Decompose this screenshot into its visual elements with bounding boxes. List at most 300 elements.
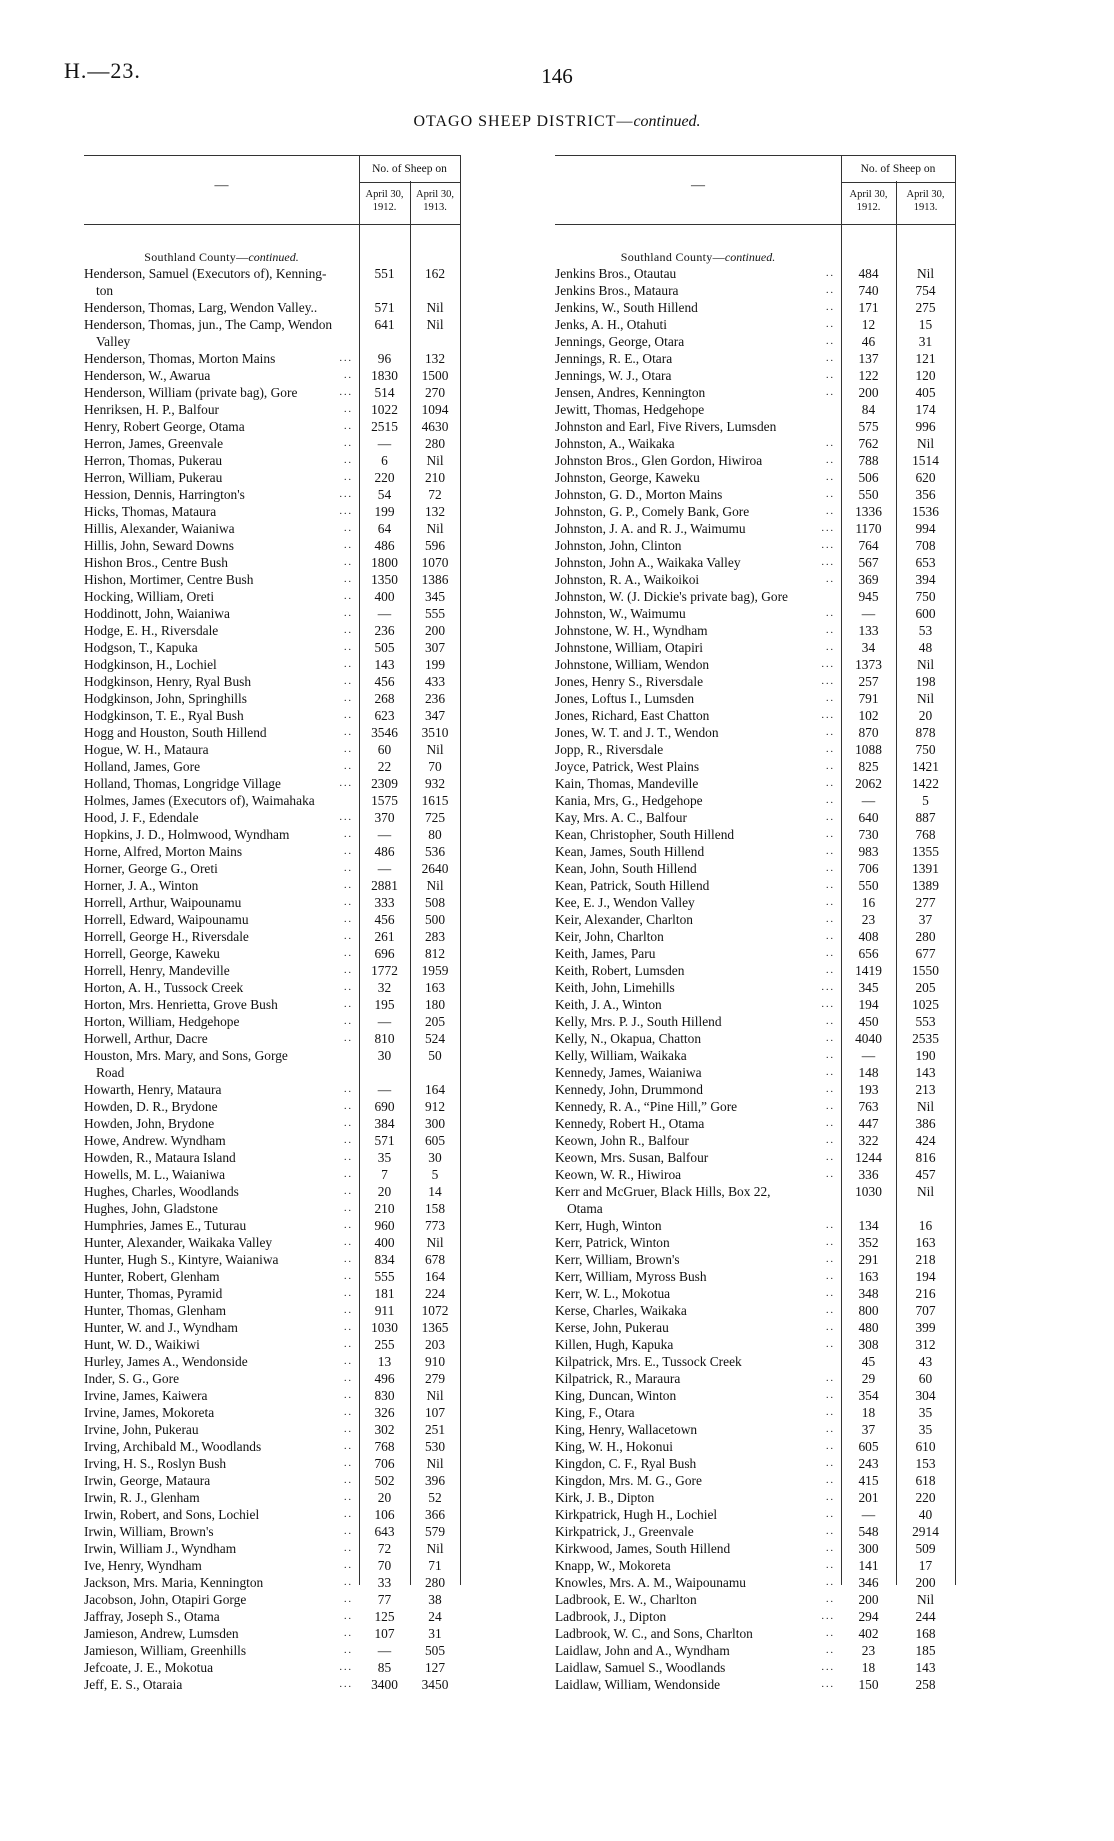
owner-name: Keown, W. R., Hiwiroa [555,1167,682,1182]
owner-name: Inder, S. G., Gore [84,1371,180,1386]
sheep-1912: 369 [858,572,879,587]
leader-dots: .. [344,693,353,704]
sheep-1913: Nil [426,1541,444,1556]
sheep-1913: 509 [915,1541,936,1556]
sheep-1912: 45 [861,1354,876,1369]
sheep-1912: 193 [858,1082,879,1097]
sheep-1913: 725 [424,810,446,825]
owner-name: Ive, Henry, Wyndham [84,1558,202,1573]
sheep-1912: 1830 [371,368,398,383]
sheep-1912: 447 [858,1116,879,1131]
owner-name: Ladbrook, W. C., and Sons, Charlton [555,1626,753,1641]
leader-dots: .. [344,1220,353,1231]
leader-dots: .. [826,506,835,517]
owner-name: Johnston, John, Clinton [555,538,682,553]
table-row [555,1183,955,1217]
county-continued: continued. [724,250,776,264]
leader-dots: .. [826,965,835,976]
table-row [84,520,460,537]
owner-name: Kennedy, James, Waianiwa [555,1065,702,1080]
owner-name: Kerr, Hugh, Winton [555,1218,662,1233]
leader-dots: .. [344,1288,353,1299]
owner-name: Irvine, John, Pukerau [84,1422,199,1437]
table-row [84,639,460,656]
leader-dots: ... [339,353,353,364]
leader-dots: .. [344,1458,353,1469]
sheep-1912: 762 [858,436,879,451]
sheep-1913: 35 [918,1422,933,1437]
sheep-1913: 3450 [421,1677,449,1692]
table-row [555,554,955,571]
leader-dots: .. [826,1152,835,1163]
sheep-1912: 505 [374,640,395,655]
sheep-1912: 1336 [855,504,882,519]
sheep-1912: 60 [377,742,392,757]
leader-dots: .. [826,370,835,381]
sheep-1913: 15 [918,317,933,332]
table-row [84,894,460,911]
sheep-1913: 210 [424,470,446,485]
owner-name: Johnston and Earl, Five Rivers, Lumsden [555,419,777,434]
column-rule [410,181,411,1585]
sheep-1912: 400 [374,1235,395,1250]
leader-dots: ... [821,557,835,568]
table-row [555,367,955,384]
sheep-1913: 60 [918,1371,933,1386]
owner-name: Jenkins, W., South Hillend [555,300,698,315]
table-row [84,1115,460,1132]
leader-dots: .. [344,370,353,381]
leader-dots: .. [344,829,353,840]
sheep-1913: 270 [424,385,446,400]
table-header [84,155,460,225]
owner-name: Kelly, William, Waikaka [555,1048,687,1063]
leader-dots: .. [344,982,353,993]
owner-name: Jennings, R. E., Otara [555,351,673,366]
table-row [84,1421,460,1438]
sheep-1913: 43 [918,1354,933,1369]
sheep-1913: 35 [918,1405,933,1420]
leader-dots: .. [344,557,353,568]
table-row [555,1642,955,1659]
sheep-1912: 4040 [855,1031,882,1046]
sheep-1912: 1088 [855,742,882,757]
leader-dots: .. [344,880,353,891]
leader-dots: .. [826,625,835,636]
sheep-1912: 408 [858,929,879,944]
leader-dots: .. [826,931,835,942]
sheep-1912: 696 [374,946,395,961]
owner-name: Houston, Mrs. Mary, and Sons, Gorge [84,1048,288,1063]
sheep-1912: 1170 [855,521,882,536]
table-row [555,826,955,843]
leader-dots: .. [344,744,353,755]
sheep-1912: 210 [374,1201,395,1216]
sheep-1912: 486 [374,538,395,553]
owner-name: Hodgkinson, T. E., Ryal Bush [84,708,244,723]
sheep-1912: 18 [861,1405,876,1420]
table-row [84,1166,460,1183]
table-row [555,1336,955,1353]
leader-dots: ... [821,982,835,993]
table-row [84,537,460,554]
table-row [555,452,955,469]
table-row [84,1506,460,1523]
owner-name: Horrell, George, Kaweku [84,946,220,961]
owner-name: Kirkpatrick, J., Greenvale [555,1524,694,1539]
sheep-1912: 77 [377,1592,392,1607]
leader-dots: .. [826,1645,835,1656]
page-number: 146 [541,64,573,88]
leader-dots: .. [344,1577,353,1588]
leader-dots: .. [826,1475,835,1486]
owner-name: Henderson, Samuel (Executors of), Kenning- [84,266,327,281]
table-row [555,537,955,554]
sheep-1912: 1244 [855,1150,882,1165]
table-row [555,1064,955,1081]
leader-dots: .. [826,268,835,279]
table-row [84,1285,460,1302]
table-row [84,826,460,843]
sheep-1912: 384 [374,1116,395,1131]
sheep-1912: 32 [377,980,392,995]
leader-dots: .. [344,523,353,534]
sheep-1912: 64 [377,521,392,536]
leader-dots: .. [344,1390,353,1401]
sheep-1913: 158 [424,1201,446,1216]
table-row [555,1013,955,1030]
sheep-1913: 31 [918,334,933,349]
leader-dots: .. [826,1271,835,1282]
sheep-1912: 834 [374,1252,395,1267]
table-row [555,1149,955,1166]
sheep-1912: 30 [377,1048,392,1063]
sheep-1913: Nil [426,453,444,468]
sheep-1912: 163 [858,1269,879,1284]
table-row [84,945,460,962]
owner-name: Irving, H. S., Roslyn Bush [84,1456,227,1471]
owner-name: Henderson, Thomas, Larg, Wendon Valley.. [84,300,318,315]
table-row [84,860,460,877]
owner-name: Hogue, W. H., Mataura [84,742,209,757]
owner-name: Irwin, Robert, and Sons, Lochiel [84,1507,260,1522]
leader-dots: ... [821,540,835,551]
sheep-1912: 348 [858,1286,879,1301]
table-row [84,1013,460,1030]
column-rule [460,155,461,1585]
leader-dots: .. [344,1016,353,1027]
table-row [555,350,955,367]
owner-name: Hogg and Houston, South Hillend [84,725,267,740]
table-row [84,486,460,503]
owner-name: Knowles, Mrs. A. M., Waipounamu [555,1575,746,1590]
sheep-1913: 280 [424,436,446,451]
county-name: Southland County— [144,250,249,264]
sheep-1913: 394 [915,572,936,587]
leader-dots: .. [344,574,353,585]
table-row [84,1523,460,1540]
sheep-1912: 555 [374,1269,395,1284]
sheep-1913: 279 [424,1371,446,1386]
sheep-1912: 571 [374,300,395,315]
table-row [84,299,460,316]
owner-name: Henry, Robert George, Otama [84,419,245,434]
leader-dots: ... [339,387,353,398]
table-row [555,1489,955,1506]
sheep-1913: 1070 [421,555,449,570]
table-row [84,554,460,571]
table-row [84,588,460,605]
leader-dots: .. [344,1645,353,1656]
leader-dots: .. [826,336,835,347]
owner-name: Kelly, Mrs. P. J., South Hillend [555,1014,722,1029]
owner-name: Henriksen, H. P., Balfour [84,402,220,417]
sheep-1913: 80 [428,827,442,842]
sheep-1913: Nil [916,1184,935,1199]
sheep-1912: 200 [858,385,879,400]
owner-name: Horwell, Arthur, Dacre [84,1031,208,1046]
table-row [555,1302,955,1319]
sheep-1913: 162 [424,266,446,281]
sheep-1913: Nil [426,1456,444,1471]
table-row [84,1404,460,1421]
table-row [84,1557,460,1574]
sheep-1912: 456 [374,912,395,927]
sheep-1913: 1391 [912,861,939,876]
sheep-1913: 536 [424,844,446,859]
sheep-1912: 945 [858,589,879,604]
leader-dots: .. [826,1526,835,1537]
owner-name: Keown, John R., Balfour [555,1133,689,1148]
owner-name: Johnston Bros., Glen Gordon, Hiwiroa [555,453,763,468]
sheep-1913: 164 [424,1269,446,1284]
sheep-1912: — [861,606,876,621]
leader-dots: .. [826,1577,835,1588]
sheep-1912: 20 [377,1184,392,1199]
leader-dots: .. [826,1424,835,1435]
sheep-1913: 2640 [421,861,449,876]
owner-name: Jennings, W. J., Otara [555,368,672,383]
table-row [84,1268,460,1285]
owner-name: Hughes, Charles, Woodlands [84,1184,239,1199]
owner-name: Jamieson, Andrew, Lumsden [84,1626,239,1641]
page-title-main: OTAGO SHEEP DISTRICT— [413,113,634,130]
table-row [555,928,955,945]
table-row [555,588,955,605]
owner-name: Kirkwood, James, South Hillend [555,1541,731,1556]
header-dash: — [691,178,705,193]
table-row [84,469,460,486]
table-row [84,1370,460,1387]
sheep-1912: 830 [374,1388,395,1403]
sheep-1913: 555 [424,606,446,621]
owner-name: Jones, Henry S., Riversdale [555,674,704,689]
leader-dots: .. [344,1339,353,1350]
table-row [555,673,955,690]
owner-name: Johnston, W. (J. Dickie's private bag), Gore [555,589,788,604]
owner-name: King, F., Otara [555,1405,635,1420]
sheep-1912: 740 [858,283,879,298]
table-row [555,1625,955,1642]
sheep-1913: 708 [915,538,936,553]
table-row [555,1557,955,1574]
owner-name: Hillis, John, Seward Downs [84,538,234,553]
sheep-1912: 1419 [855,963,882,978]
header-sheep-count: No. of Sheep on [359,156,460,183]
table-row [84,1625,460,1642]
sheep-1913: 1550 [912,963,939,978]
owner-name: Jeff, E. S., Otaraia [84,1677,183,1692]
leader-dots: .. [344,999,353,1010]
owner-name: Keith, James, Paru [555,946,656,961]
table-row [555,333,955,350]
table-row [555,1591,955,1608]
sheep-1913: 457 [915,1167,936,1182]
sheep-1913: 143 [915,1660,936,1675]
sheep-1913: 70 [428,759,442,774]
leader-dots: ... [339,1662,353,1673]
sheep-1913: 218 [915,1252,936,1267]
sheep-1913: 2914 [912,1524,939,1539]
table-row [555,469,955,486]
leader-dots: .. [826,285,835,296]
leader-dots: .. [344,727,353,738]
sheep-1913: 24 [428,1609,442,1624]
owner-name: Herron, James, Greenvale [84,436,224,451]
table-row [84,724,460,741]
table-row [555,1608,955,1625]
sheep-1913: 399 [915,1320,936,1335]
table-header [555,155,955,225]
sheep-1912: 333 [374,895,395,910]
table-row [84,622,460,639]
sheep-1912: 960 [374,1218,395,1233]
sheep-1913: Nil [426,521,444,536]
owner-name: Hunter, Hugh S., Kintyre, Waianiwa [84,1252,279,1267]
sheep-1912: 791 [858,691,879,706]
sheep-1912: 102 [858,708,879,723]
owner-name: Kirkpatrick, Hugh H., Lochiel [555,1507,718,1522]
sheep-1913: 163 [915,1235,936,1250]
leader-dots: .. [826,948,835,959]
sheep-1912: 16 [861,895,876,910]
owner-name: Hunter, Alexander, Waikaka Valley [84,1235,273,1250]
owner-name: Keith, J. A., Winton [555,997,662,1012]
table-row [555,1319,955,1336]
owner-name: King, W. H., Hokonui [555,1439,673,1454]
sheep-1912: 2515 [371,419,398,434]
sheep-1912: 480 [858,1320,879,1335]
sheep-1913: 236 [424,691,446,706]
owner-name: Irwin, R. J., Glenham [84,1490,200,1505]
sheep-1913: 1536 [912,504,939,519]
leader-dots: .. [826,829,835,840]
sheep-1912: 810 [374,1031,395,1046]
owner-name: Johnstone, William, Wendon [555,657,710,672]
owner-name: Johnston, R. A., Waikoikoi [555,572,700,587]
leader-dots: .. [826,1220,835,1231]
table-row [84,877,460,894]
table-row [555,571,955,588]
leader-dots: .. [826,1339,835,1350]
sheep-1912: 567 [858,555,879,570]
sheep-1912: 514 [374,385,395,400]
owner-name: Holmes, James (Executors of), Waimahaka [84,793,315,808]
owner-name: Jones, Richard, East Chatton [555,708,710,723]
leader-dots: .. [344,1118,353,1129]
sheep-1912: 96 [377,351,392,366]
leader-dots: .. [826,1407,835,1418]
leader-dots: .. [826,1305,835,1316]
header-year-1-value: 1912. [856,202,881,213]
sheep-1912: 550 [858,878,879,893]
table-row [555,1506,955,1523]
sheep-1912: 6 [381,453,388,468]
sheep-1912: 294 [858,1609,879,1624]
table-row [84,1098,460,1115]
leader-dots: .. [826,1543,835,1554]
sheep-1913: 127 [424,1660,446,1675]
owner-name: Howden, John, Brydone [84,1116,215,1131]
leader-dots: .. [826,1067,835,1078]
sheep-1912: 1772 [371,963,398,978]
sheep-1912: 764 [858,538,879,553]
sheep-1912: 548 [858,1524,879,1539]
sheep-1913: 132 [424,504,446,519]
owner-name: Keir, Alexander, Charlton [555,912,693,927]
leader-dots: .. [344,1033,353,1044]
sheep-1913: 579 [424,1524,446,1539]
sheep-1913: 200 [915,1575,936,1590]
sheep-1912: 788 [858,453,879,468]
owner-name-continued: Valley [96,334,131,349]
table-row [84,1183,460,1200]
sheep-1912: 496 [374,1371,395,1386]
leader-dots: .. [826,1458,835,1469]
header-year-1 [359,182,410,224]
sheep-1913: Nil [916,266,935,281]
owner-name: Kean, John, South Hillend [555,861,697,876]
sheep-1913: 220 [915,1490,936,1505]
leader-dots: .. [826,727,835,738]
header-sheep-count: No. of Sheep on [841,156,955,183]
owner-name: Hoddinott, John, Waianiwa [84,606,230,621]
table-row [84,1540,460,1557]
owner-name: Irving, Archibald M., Woodlands [84,1439,262,1454]
sheep-1912: 571 [374,1133,395,1148]
leader-dots: .. [826,1509,835,1520]
owner-name: Kelly, N., Okapua, Chatton [555,1031,702,1046]
sheep-1913: 164 [424,1082,446,1097]
leader-dots: .. [826,387,835,398]
sheep-1913: 678 [424,1252,446,1267]
leader-dots: .. [826,438,835,449]
sheep-1913: 1500 [421,368,449,383]
leader-dots: .. [344,1611,353,1622]
leader-dots: .. [344,948,353,959]
sheep-1913: 185 [915,1643,936,1658]
sheep-1913: 40 [918,1507,933,1522]
sheep-1912: 336 [858,1167,879,1182]
table-row [84,1319,460,1336]
table-row [84,1217,460,1234]
leader-dots: ... [339,812,353,823]
leader-dots: .. [344,1560,353,1571]
owner-name: Hughes, John, Gladstone [84,1201,218,1216]
owner-name: Horne, Alfred, Morton Mains [84,844,243,859]
owner-name: Johnston, John A., Waikaka Valley [555,555,741,570]
sheep-1913: 280 [424,1575,446,1590]
